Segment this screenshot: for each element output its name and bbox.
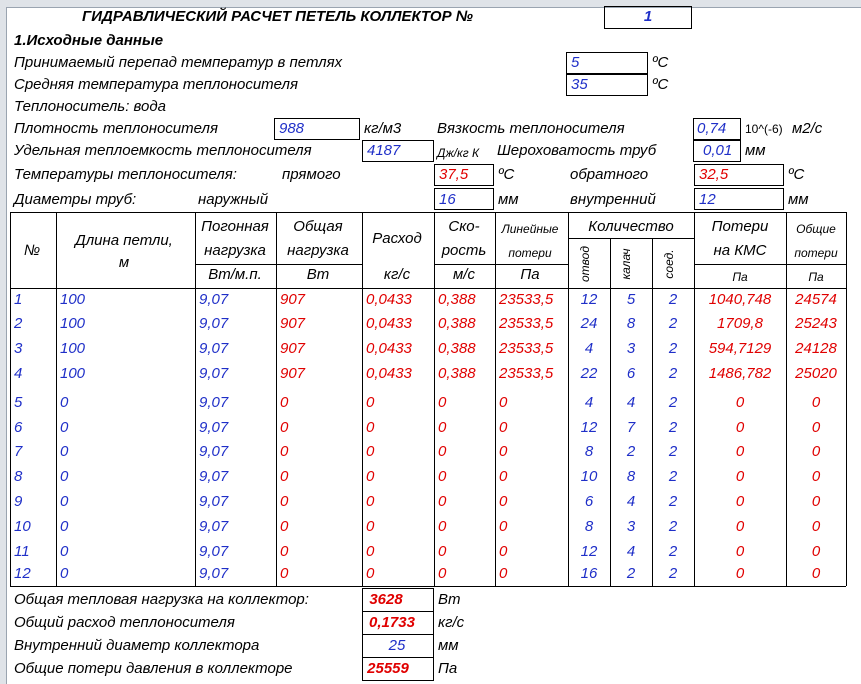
table-cell[interactable]: 0,388 xyxy=(438,340,476,357)
table-cell[interactable]: 0,0433 xyxy=(366,315,412,332)
table-cell[interactable]: 8 xyxy=(584,443,594,460)
table-cell[interactable]: 0 xyxy=(811,394,821,411)
table-cell[interactable]: 9,07 xyxy=(199,315,229,332)
diam-inner-value: 12 xyxy=(699,191,716,208)
table-cell[interactable]: 0 xyxy=(280,468,289,485)
table-cell[interactable]: 0 xyxy=(499,443,508,460)
table-cell[interactable]: 23533,5 xyxy=(499,365,554,382)
table-cell[interactable]: 0 xyxy=(438,565,447,582)
table-cell[interactable]: 9,07 xyxy=(199,518,229,535)
table-cell[interactable]: 0 xyxy=(60,468,69,485)
table-cell[interactable]: 0 xyxy=(280,419,289,436)
table-cell[interactable]: 0,0433 xyxy=(366,340,412,357)
table-cell[interactable]: 0 xyxy=(499,419,508,436)
collector-diam-label: Внутренний диаметр коллектора xyxy=(14,637,260,654)
hdr-tot3: Вт xyxy=(306,266,330,283)
grid-line xyxy=(10,212,846,213)
table-cell[interactable]: 23533,5 xyxy=(499,340,554,357)
table-cell[interactable]: 2 xyxy=(668,543,678,560)
table-cell[interactable]: 2 xyxy=(668,443,678,460)
table-cell[interactable]: 1040,748 xyxy=(708,291,772,308)
table-cell[interactable]: 0 xyxy=(735,518,745,535)
hdr-tot2: нагрузка xyxy=(287,242,349,259)
table-cell[interactable]: 6 xyxy=(626,365,636,382)
table-cell[interactable]: 2 xyxy=(668,365,678,382)
total-load-label: Общая тепловая нагрузка на коллектор: xyxy=(14,591,309,608)
table-cell[interactable]: 25020 xyxy=(795,365,837,382)
table-cell[interactable]: 2 xyxy=(668,419,678,436)
table-cell[interactable]: 0 xyxy=(60,443,69,460)
table-cell[interactable]: 23533,5 xyxy=(499,291,554,308)
diam-inner-label: внутренний xyxy=(570,191,656,208)
table-cell[interactable]: 2 xyxy=(668,340,678,357)
temps-direct-label: прямого xyxy=(282,166,341,183)
table-cell[interactable]: 2 xyxy=(668,565,678,582)
grid-line xyxy=(195,264,362,265)
diam-outer-label: наружный xyxy=(198,191,269,208)
table-cell[interactable]: 24128 xyxy=(795,340,837,357)
table-cell[interactable]: 1709,8 xyxy=(717,315,763,332)
total-load-value: 3628 xyxy=(369,591,403,608)
hdr-lin3: Вт/м.п. xyxy=(208,266,262,283)
table-cell[interactable]: 0 xyxy=(60,543,69,560)
table-cell[interactable]: 4 xyxy=(14,365,23,382)
table-cell[interactable]: 0 xyxy=(366,493,375,510)
table-cell[interactable]: 0 xyxy=(811,419,821,436)
grid-line xyxy=(568,238,694,239)
hdr-vel1: Ско- xyxy=(448,218,480,235)
table-cell[interactable]: 0,0433 xyxy=(366,365,412,382)
hdr-no: № xyxy=(23,242,41,259)
table-cell[interactable]: 4 xyxy=(584,340,594,357)
table-cell[interactable]: 12 xyxy=(580,543,598,560)
hdr-qty: Количество xyxy=(588,218,674,235)
table-cell[interactable]: 9,07 xyxy=(199,543,229,560)
table-cell[interactable]: 4 xyxy=(626,543,636,560)
hdr-all2: потери xyxy=(794,246,838,260)
table-cell[interactable]: 6 xyxy=(584,493,594,510)
hdr-kms3: Па xyxy=(732,270,748,284)
viscosity-unit: м2/с xyxy=(792,120,823,137)
table-cell[interactable]: 0 xyxy=(811,493,821,510)
table-cell[interactable]: 3 xyxy=(626,518,636,535)
table-cell[interactable]: 7 xyxy=(626,419,636,436)
table-cell[interactable]: 0 xyxy=(60,419,69,436)
diam-outer-unit: мм xyxy=(498,191,519,208)
table-cell[interactable]: 9,07 xyxy=(199,493,229,510)
table-cell[interactable]: 1486,782 xyxy=(708,365,772,382)
grid-line xyxy=(10,212,11,586)
table-cell[interactable]: 6 xyxy=(14,419,23,436)
table-cell[interactable]: 2 xyxy=(668,315,678,332)
table-cell[interactable]: 0 xyxy=(280,565,289,582)
table-cell[interactable]: 0,0433 xyxy=(366,291,412,308)
table-cell[interactable]: 907 xyxy=(280,291,306,308)
sheet-title: ГИДРАВЛИЧЕСКИЙ РАСЧЕТ ПЕТЕЛЬ КОЛЛЕКТОР № xyxy=(82,8,473,25)
hdr-qty-c: соед. xyxy=(662,249,676,279)
table-cell[interactable]: 0 xyxy=(438,394,447,411)
table-cell[interactable]: 0 xyxy=(366,543,375,560)
table-cell[interactable]: 12 xyxy=(14,565,31,582)
table-cell[interactable]: 2 xyxy=(668,468,678,485)
table-cell[interactable]: 0 xyxy=(811,443,821,460)
roughness-value: 0,01 xyxy=(703,142,733,159)
total-flow-label: Общий расход теплоносителя xyxy=(14,614,235,631)
viscosity-unit-exp: 10^(-6) xyxy=(745,122,783,136)
table-cell[interactable]: 0,388 xyxy=(438,315,476,332)
total-loss-value: 25559 xyxy=(367,660,409,677)
temps-return-label: обратного xyxy=(570,166,649,183)
heat-cap-unit: Дж/кг К xyxy=(437,146,480,160)
table-cell[interactable]: 2 xyxy=(626,565,636,582)
hdr-lin1: Погонная xyxy=(201,218,269,235)
table-cell[interactable]: 0 xyxy=(735,394,745,411)
density-value: 988 xyxy=(279,120,305,137)
table-cell[interactable]: 0 xyxy=(60,493,69,510)
hdr-lp1: Линейные xyxy=(501,222,559,236)
delta-t-unit: ºС xyxy=(652,54,669,71)
viscosity-label: Вязкость теплоносителя xyxy=(437,120,625,137)
total-flow-value: 0,1733 xyxy=(369,614,415,631)
table-cell[interactable]: 8 xyxy=(626,468,636,485)
hdr-kms2: на КМС xyxy=(713,242,767,259)
grid-line xyxy=(10,288,846,289)
column-header-bar[interactable] xyxy=(0,0,861,8)
table-cell[interactable]: 8 xyxy=(626,315,636,332)
table-cell[interactable]: 3 xyxy=(14,340,23,357)
section-title: 1.Исходные данные xyxy=(14,32,164,49)
table-cell[interactable]: 4 xyxy=(584,394,594,411)
table-cell[interactable]: 4 xyxy=(626,493,636,510)
table-cell[interactable]: 0 xyxy=(60,565,69,582)
table-cell[interactable]: 0 xyxy=(366,565,375,582)
table-cell[interactable]: 0 xyxy=(366,443,375,460)
table-cell[interactable]: 0 xyxy=(438,493,447,510)
table-cell[interactable]: 0 xyxy=(499,394,508,411)
table-cell[interactable]: 100 xyxy=(60,365,86,382)
density-unit: кг/м3 xyxy=(364,120,402,137)
total-flow-unit: кг/с xyxy=(438,614,465,631)
avg-t-unit: ºС xyxy=(652,76,669,93)
table-cell[interactable]: 2 xyxy=(668,493,678,510)
table-cell[interactable]: 0 xyxy=(499,565,508,582)
table-cell[interactable]: 22 xyxy=(580,365,598,382)
table-cell[interactable]: 2 xyxy=(626,443,636,460)
table-cell[interactable]: 9,07 xyxy=(199,394,229,411)
table-cell[interactable]: 0 xyxy=(735,543,745,560)
density-label: Плотность теплоносителя xyxy=(14,120,218,137)
table-cell[interactable]: 0 xyxy=(280,394,289,411)
table-cell[interactable]: 2 xyxy=(668,394,678,411)
hdr-len2: м xyxy=(118,254,130,271)
hdr-len1: Длина петли, xyxy=(75,232,173,249)
grid-line xyxy=(434,264,568,265)
table-cell[interactable]: 0 xyxy=(735,493,745,510)
collector-diam-unit: мм xyxy=(438,637,459,654)
row-header-bar[interactable] xyxy=(0,7,7,684)
table-cell[interactable]: 9,07 xyxy=(199,565,229,582)
table-cell[interactable]: 0 xyxy=(438,543,447,560)
table-cell[interactable]: 100 xyxy=(60,315,86,332)
hdr-lp2: потери xyxy=(508,246,552,260)
table-cell[interactable]: 0 xyxy=(280,443,289,460)
table-cell[interactable]: 1 xyxy=(14,291,23,308)
table-cell[interactable]: 11 xyxy=(14,543,30,560)
hdr-qty-a: отвод xyxy=(578,246,592,282)
hdr-all1: Общие xyxy=(796,222,836,236)
table-cell[interactable]: 0 xyxy=(735,565,745,582)
table-cell[interactable]: 9,07 xyxy=(199,340,229,357)
table-cell[interactable]: 594,7129 xyxy=(708,340,772,357)
table-cell[interactable]: 0,388 xyxy=(438,365,476,382)
table-cell[interactable]: 24574 xyxy=(795,291,837,308)
hdr-vel2: рость xyxy=(441,242,487,259)
viscosity-value: 0,74 xyxy=(697,120,727,137)
table-cell[interactable]: 0 xyxy=(735,468,745,485)
grid-line xyxy=(10,586,846,587)
delta-t-label: Принимаемый перепад температур в петлях xyxy=(14,54,343,71)
table-cell[interactable]: 24 xyxy=(580,315,598,332)
table-cell[interactable]: 907 xyxy=(280,365,306,382)
heat-cap-label: Удельная теплоемкость теплоносителя xyxy=(14,142,312,159)
roughness-unit: мм xyxy=(745,142,766,159)
table-cell[interactable]: 9 xyxy=(14,493,23,510)
table-cell[interactable]: 23533,5 xyxy=(499,315,554,332)
table-cell[interactable]: 907 xyxy=(280,315,306,332)
table-cell[interactable]: 0 xyxy=(366,394,375,411)
table-cell[interactable]: 0 xyxy=(438,419,447,436)
total-loss-label: Общие потери давления в коллекторе xyxy=(14,660,293,677)
table-cell[interactable]: 0,388 xyxy=(438,291,476,308)
hdr-flow1: Расход xyxy=(372,230,422,247)
hdr-lin2: нагрузка xyxy=(204,242,266,259)
roughness-label: Шероховатость труб xyxy=(497,142,657,159)
table-cell[interactable]: 9,07 xyxy=(199,365,229,382)
grid-line xyxy=(694,264,846,265)
temps-return-unit: ºС xyxy=(788,166,805,183)
table-cell[interactable]: 0 xyxy=(280,518,289,535)
table-cell[interactable]: 25243 xyxy=(795,315,837,332)
table-cell[interactable]: 8 xyxy=(584,518,594,535)
hdr-qty-b: калач xyxy=(619,248,633,280)
avg-t-value: 35 xyxy=(571,76,588,93)
table-cell[interactable]: 12 xyxy=(580,291,598,308)
temps-direct-unit: ºС xyxy=(498,166,515,183)
table-cell[interactable]: 4 xyxy=(626,394,636,411)
diam-label: Диаметры труб: xyxy=(14,191,137,208)
collector-number: 1 xyxy=(643,8,653,25)
diam-inner-unit: мм xyxy=(788,191,809,208)
table-cell[interactable]: 0 xyxy=(499,493,508,510)
table-cell[interactable]: 9,07 xyxy=(199,291,229,308)
hdr-vel3: м/с xyxy=(453,266,475,283)
table-cell[interactable]: 0 xyxy=(366,518,375,535)
table-cell[interactable]: 0 xyxy=(60,394,69,411)
table-cell[interactable]: 2 xyxy=(668,291,678,308)
table-cell[interactable]: 0 xyxy=(438,443,447,460)
table-cell[interactable]: 2 xyxy=(14,315,23,332)
table-cell[interactable]: 5 xyxy=(626,291,636,308)
table-cell[interactable]: 0 xyxy=(499,543,508,560)
table-cell[interactable]: 0 xyxy=(811,565,821,582)
table-cell[interactable]: 0 xyxy=(811,518,821,535)
total-load-unit: Вт xyxy=(438,591,461,608)
table-cell[interactable]: 9,07 xyxy=(199,443,229,460)
table-cell[interactable]: 9,07 xyxy=(199,419,229,436)
table-cell[interactable]: 9,07 xyxy=(199,468,229,485)
grid-line xyxy=(846,212,847,586)
delta-t-value: 5 xyxy=(571,54,580,71)
table-cell[interactable]: 0 xyxy=(735,443,745,460)
table-cell[interactable]: 100 xyxy=(60,340,86,357)
table-cell[interactable]: 100 xyxy=(60,291,86,308)
avg-t-label: Средняя температура теплоносителя xyxy=(14,76,298,93)
table-cell[interactable]: 0 xyxy=(438,518,447,535)
temps-direct-value: 37,5 xyxy=(439,166,469,183)
diam-outer-value: 16 xyxy=(439,191,456,208)
table-cell[interactable]: 0 xyxy=(811,468,821,485)
table-cell[interactable]: 10 xyxy=(580,468,598,485)
table-cell[interactable]: 12 xyxy=(580,419,598,436)
table-cell[interactable]: 3 xyxy=(626,340,636,357)
total-loss-unit: Па xyxy=(438,660,458,677)
table-cell[interactable]: 5 xyxy=(14,394,23,411)
hdr-tot1: Общая xyxy=(293,218,343,235)
temps-return-value: 32,5 xyxy=(699,166,729,183)
hdr-lp3: Па xyxy=(520,266,540,283)
table-cell[interactable]: 0 xyxy=(438,468,447,485)
fluid-label: Теплоноситель: вода xyxy=(14,98,166,115)
table-cell[interactable]: 0 xyxy=(280,543,289,560)
table-cell[interactable]: 2 xyxy=(668,518,678,535)
table-cell[interactable]: 0 xyxy=(499,518,508,535)
table-cell[interactable]: 0 xyxy=(499,468,508,485)
table-cell[interactable]: 0 xyxy=(811,543,821,560)
table-cell[interactable]: 16 xyxy=(580,565,598,582)
table-cell[interactable]: 7 xyxy=(14,443,23,460)
table-cell[interactable]: 0 xyxy=(366,419,375,436)
table-cell[interactable]: 0 xyxy=(366,468,375,485)
table-cell[interactable]: 0 xyxy=(280,493,289,510)
collector-diam-value: 25 xyxy=(388,637,406,654)
heat-cap-value: 4187 xyxy=(367,142,401,159)
temps-label: Температуры теплоносителя: xyxy=(14,166,237,183)
table-cell[interactable]: 907 xyxy=(280,340,306,357)
hdr-flow3: кг/с xyxy=(383,266,411,283)
hdr-all3: Па xyxy=(808,270,824,284)
table-cell[interactable]: 0 xyxy=(60,518,69,535)
table-cell[interactable]: 0 xyxy=(735,419,745,436)
hdr-kms1: Потери xyxy=(711,218,769,235)
table-cell[interactable]: 10 xyxy=(14,518,31,535)
table-cell[interactable]: 8 xyxy=(14,468,23,485)
